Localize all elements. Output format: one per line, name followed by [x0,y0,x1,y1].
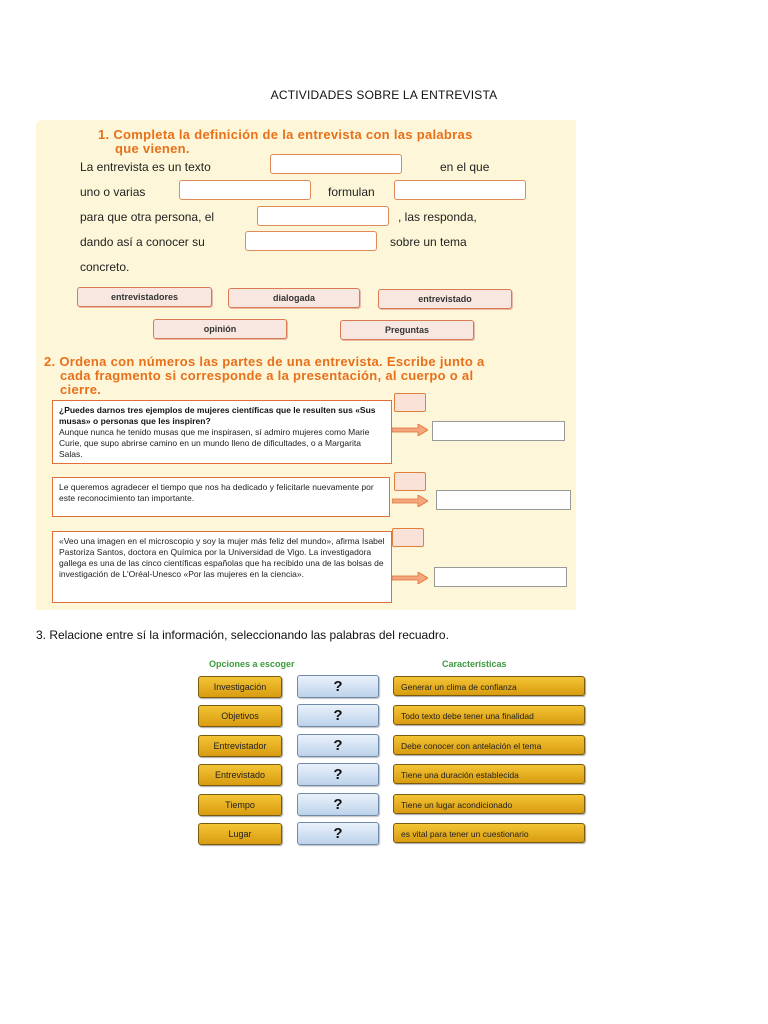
fragment-3 [52,531,392,603]
match-question-box-1[interactable]: ? [297,675,379,698]
options-header: Opciones a escoger [209,659,295,669]
option-entrevistador[interactable]: Entrevistador [198,735,282,757]
match-question-box-3[interactable]: ? [297,734,379,757]
part-answer-box-1[interactable] [432,421,565,441]
fragment-2-text: Le queremos agradecer el tiempo que nos ha dedicado y felicitarle nuevamente por este reconocimiento tan importante. [59,482,374,503]
def-row1-a: La entrevista es un texto [80,160,211,174]
word-option-dialogada[interactable]: dialogada [228,288,360,308]
option-investigacion[interactable]: Investigación [198,676,282,698]
order-number-box-2[interactable] [394,472,426,491]
fragment-1-answer: Aunque nunca he tenido musas que me inspirasen, sí admiro mujeres como Marie Curie, que supo abrirse camino en un mundo lleno de dificultades, o a Margarita Salas. [59,427,370,459]
definition-blank-2[interactable] [179,180,311,200]
definition-blank-1[interactable] [270,154,402,174]
part-answer-box-2[interactable] [436,490,571,510]
fragment-3-text: «Veo una imagen en el microscopio y soy la mujer más feliz del mundo», afirma Isabel Pastoriza Santos, doctora en Química por la Universidad de Vigo. La investigadora gallega es una de las cinco científicas españolas que ha recibido una de las bolsas de investigación de L'Oréal-Unesco «Por las mujeres en la ciencia». [59,536,385,579]
fragment-1 [52,400,392,464]
option-lugar[interactable]: Lugar [198,823,282,845]
fragment-2 [52,477,390,517]
section2-heading-line2: cada fragmento si corresponde a la presentación, al cuerpo o al [60,368,474,383]
characteristic-3[interactable]: Debe conocer con antelación el tema [393,735,585,755]
definition-blank-5[interactable] [245,231,377,251]
section2-heading-line1: 2. Ordena con números las partes de una entrevista. Escribe junto a [44,354,485,369]
arrow-right-icon [392,495,428,507]
characteristic-2[interactable]: Todo texto debe tener una finalidad [393,705,585,725]
option-tiempo[interactable]: Tiempo [198,794,282,816]
match-question-box-5[interactable]: ? [297,793,379,816]
word-option-entrevistado[interactable]: entrevistado [378,289,512,309]
section1-heading-line1: 1. Completa la definición de la entrevista con las palabras [98,127,473,142]
arrow-right-icon [392,572,428,584]
characteristics-header: Características [442,659,507,669]
order-number-box-1[interactable] [394,393,426,412]
section3-instruction: 3. Relacione entre sí la información, seleccionando las palabras del recuadro. [36,628,449,642]
characteristic-1[interactable]: Generar un clima de confianza [393,676,585,696]
def-row3-b: , las responda, [398,210,477,224]
option-objetivos[interactable]: Objetivos [198,705,282,727]
characteristic-4[interactable]: Tiene una duración establecida [393,764,585,784]
def-row4-b: sobre un tema [390,235,467,249]
characteristic-5[interactable]: Tiene un lugar acondicionado [393,794,585,814]
order-number-box-3[interactable] [392,528,424,547]
word-option-preguntas[interactable]: Preguntas [340,320,474,340]
def-row2-b: formulan [328,185,375,199]
match-question-box-4[interactable]: ? [297,763,379,786]
word-option-opinion[interactable]: opinión [153,319,287,339]
def-row1-b: en el que [440,160,490,174]
characteristic-6[interactable]: es vital para tener un cuestionario [393,823,585,843]
part-answer-box-3[interactable] [434,567,567,587]
match-question-box-6[interactable]: ? [297,822,379,845]
def-row3-a: para que otra persona, el [80,210,215,224]
word-option-entrevistadores[interactable]: entrevistadores [77,287,212,307]
definition-blank-3[interactable] [394,180,526,200]
def-row4-a: dando así a conocer su [80,235,205,249]
definition-blank-4[interactable] [257,206,389,226]
option-entrevistado[interactable]: Entrevistado [198,764,282,786]
fragment-1-question: ¿Puedes darnos tres ejemplos de mujeres científicas que le resulten sus «Sus musas» o personas que les inspiren? [59,405,376,426]
match-question-box-2[interactable]: ? [297,704,379,727]
section2-heading-line3: cierre. [60,382,102,397]
page-title: ACTIVIDADES SOBRE LA ENTREVISTA [270,88,498,102]
section1-heading-line2: que vienen. [115,141,190,156]
def-row2-a: uno o varias [80,185,146,199]
def-row5: concreto. [80,260,130,274]
arrow-right-icon [392,424,428,436]
